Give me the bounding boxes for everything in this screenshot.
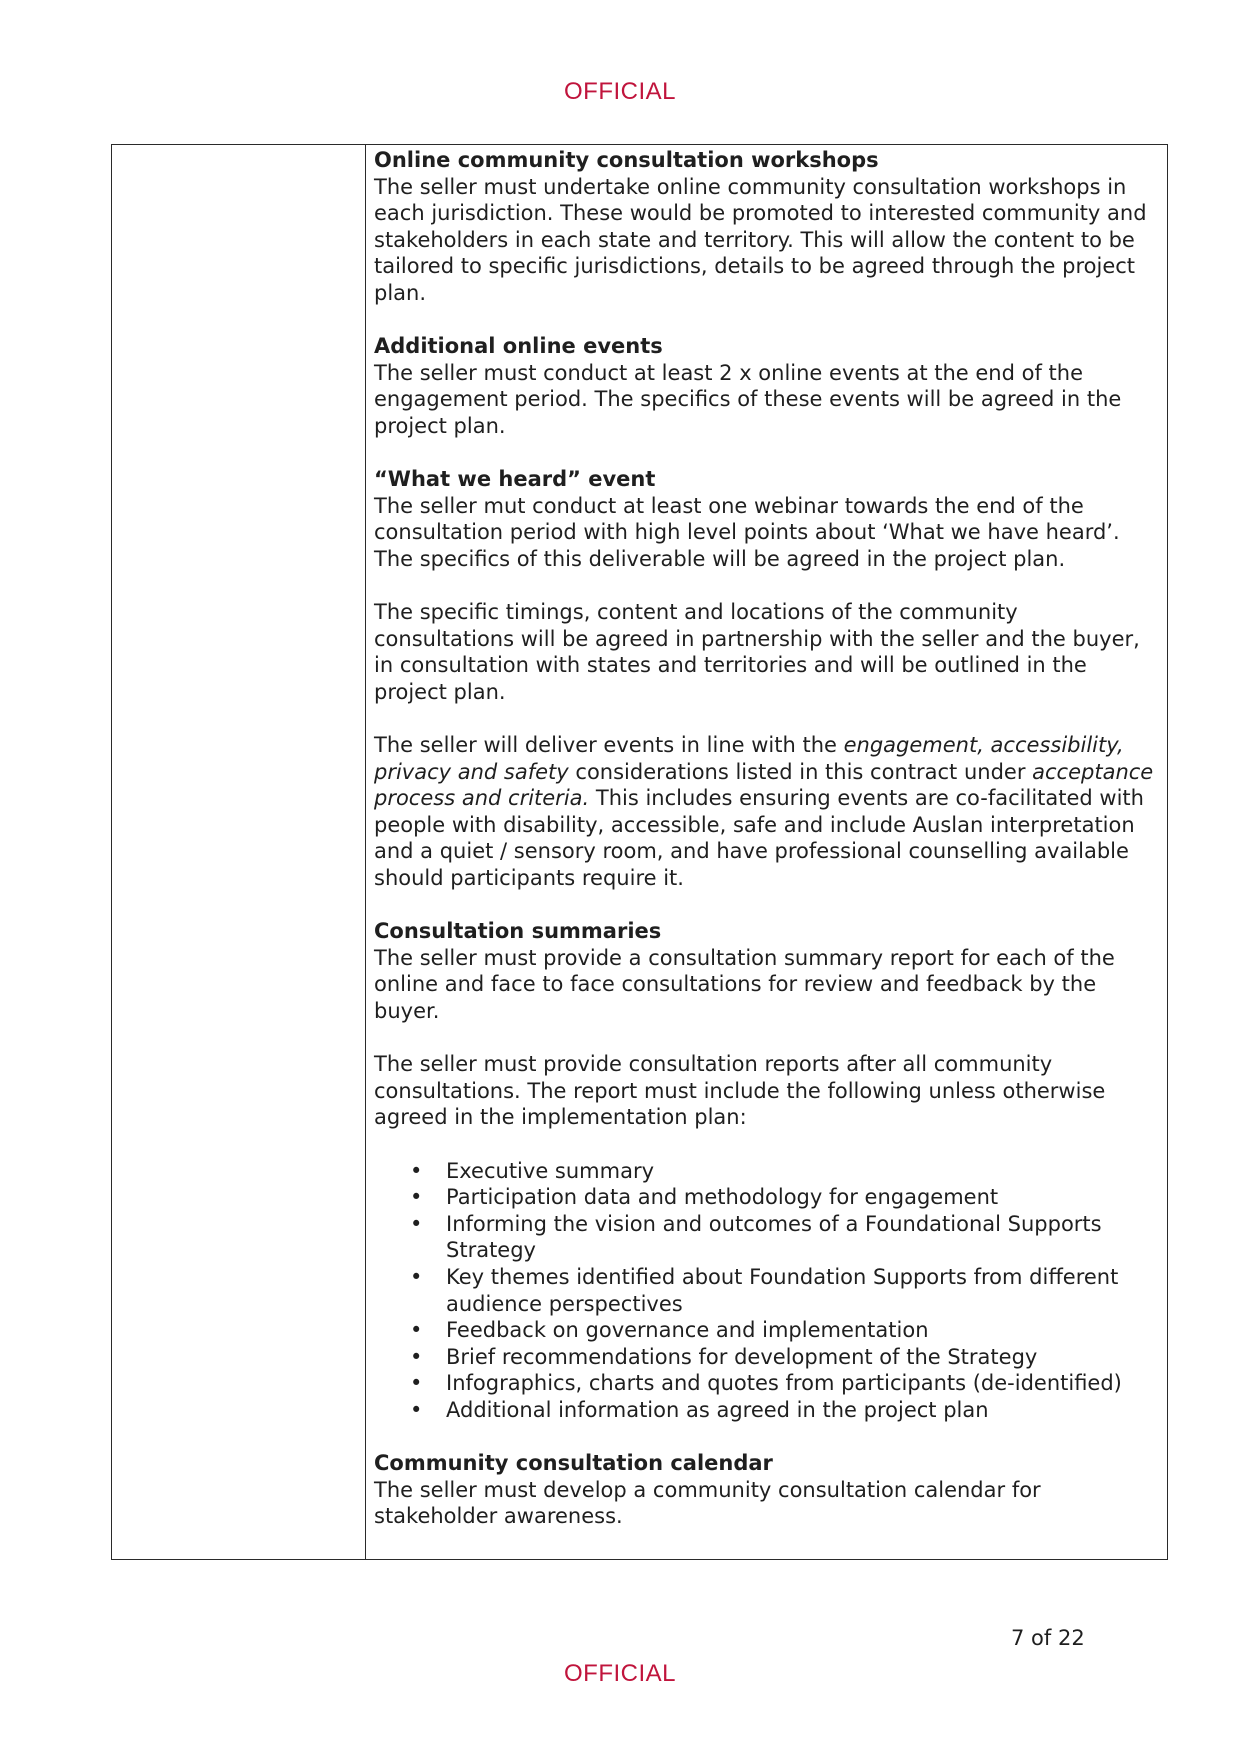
list-item: • Executive summary (410, 1158, 1159, 1185)
page-number: 7 of 22 (1011, 1626, 1085, 1650)
requirements-table (111, 144, 1168, 1560)
section-what-we-heard (374, 466, 1159, 572)
section-body: The seller must provide a consultation summary report for each of the online and face to face consultations for review and feedback by the buyer. (374, 945, 1115, 1023)
section-additional-events (374, 333, 1159, 439)
table-left-column (112, 145, 366, 1559)
body-text: This includes ensuring events are co-facilitated with people with disability, accessible, safe and include Auslan interpretation and a quiet / sensory room, and have professional counselling available should participants require it. (374, 786, 1144, 891)
section-consultation-calendar (374, 1450, 1159, 1530)
section-body: The seller must conduct at least 2 x online events at the end of the engagement period. The specifics of these events will be agreed in the project plan. (374, 360, 1122, 438)
section-body: The specific timings, content and locations of the community consultations will be agreed in partnership with the seller and the buyer, in consultation with states and territories and will be outlined in the project plan. (374, 600, 1140, 704)
section-consultation-summaries (374, 918, 1159, 1423)
body-text: considerations listed in this contract under (568, 759, 1033, 784)
security-marking-header: OFFICIAL (563, 78, 676, 105)
section-heading: Consultation summaries (374, 919, 662, 944)
list-item: • Brief recommendations for development of the Strategy (410, 1344, 1159, 1371)
list-item: • Key themes identified about Foundation Supports from different audience perspectives (410, 1264, 1159, 1317)
body-italic-text: acceptance process and criteria. (374, 759, 1154, 811)
list-item: • Infographics, charts and quotes from participants (de-identified) (410, 1370, 1159, 1397)
section-heading: Community consultation calendar (374, 1451, 773, 1476)
list-item: • Additional information as agreed in the project plan (410, 1397, 1159, 1424)
security-marking-footer: OFFICIAL (563, 1660, 676, 1687)
list-item: • Participation data and methodology for engagement (410, 1184, 1159, 1211)
section-delivery (374, 732, 1159, 892)
report-contents-list (374, 1158, 1159, 1424)
section-timings (374, 599, 1159, 705)
list-item: • Informing the vision and outcomes of a Foundational Supports Strategy (410, 1211, 1159, 1264)
list-item: • Feedback on governance and implementation (410, 1317, 1159, 1344)
table-right-column (374, 147, 1159, 1530)
section-body: The seller must develop a community consultation calendar for stakeholder awareness. (374, 1477, 1041, 1529)
section-heading: Online community consultation workshops (374, 148, 879, 172)
section-heading: “What we heard” event (374, 467, 656, 492)
section-body: The seller must undertake online community consultation workshops in each jurisdiction. These would be promoted to interested community and stakeholders in each state and territory. This will allow the content to be tailored to specific jurisdictions, details to be agreed through the project plan. (374, 174, 1147, 305)
body-text: The seller will deliver events in line with the (374, 733, 844, 758)
section-heading: Additional online events (374, 334, 663, 359)
section-online-workshops (374, 147, 1159, 307)
body-italic-text: engagement, accessibility, privacy and safety (374, 733, 1124, 784)
section-body: The seller mut conduct at least one webinar towards the end of the consultation period with high level points about ‘What we have heard’. The specifics of this deliverable will be agreed in the project plan. (374, 493, 1120, 571)
section-body: The seller must provide consultation reports after all community consultations. The report must include the following unless otherwise agreed in the implementation plan: (374, 1052, 1106, 1130)
section-body (374, 732, 1159, 892)
